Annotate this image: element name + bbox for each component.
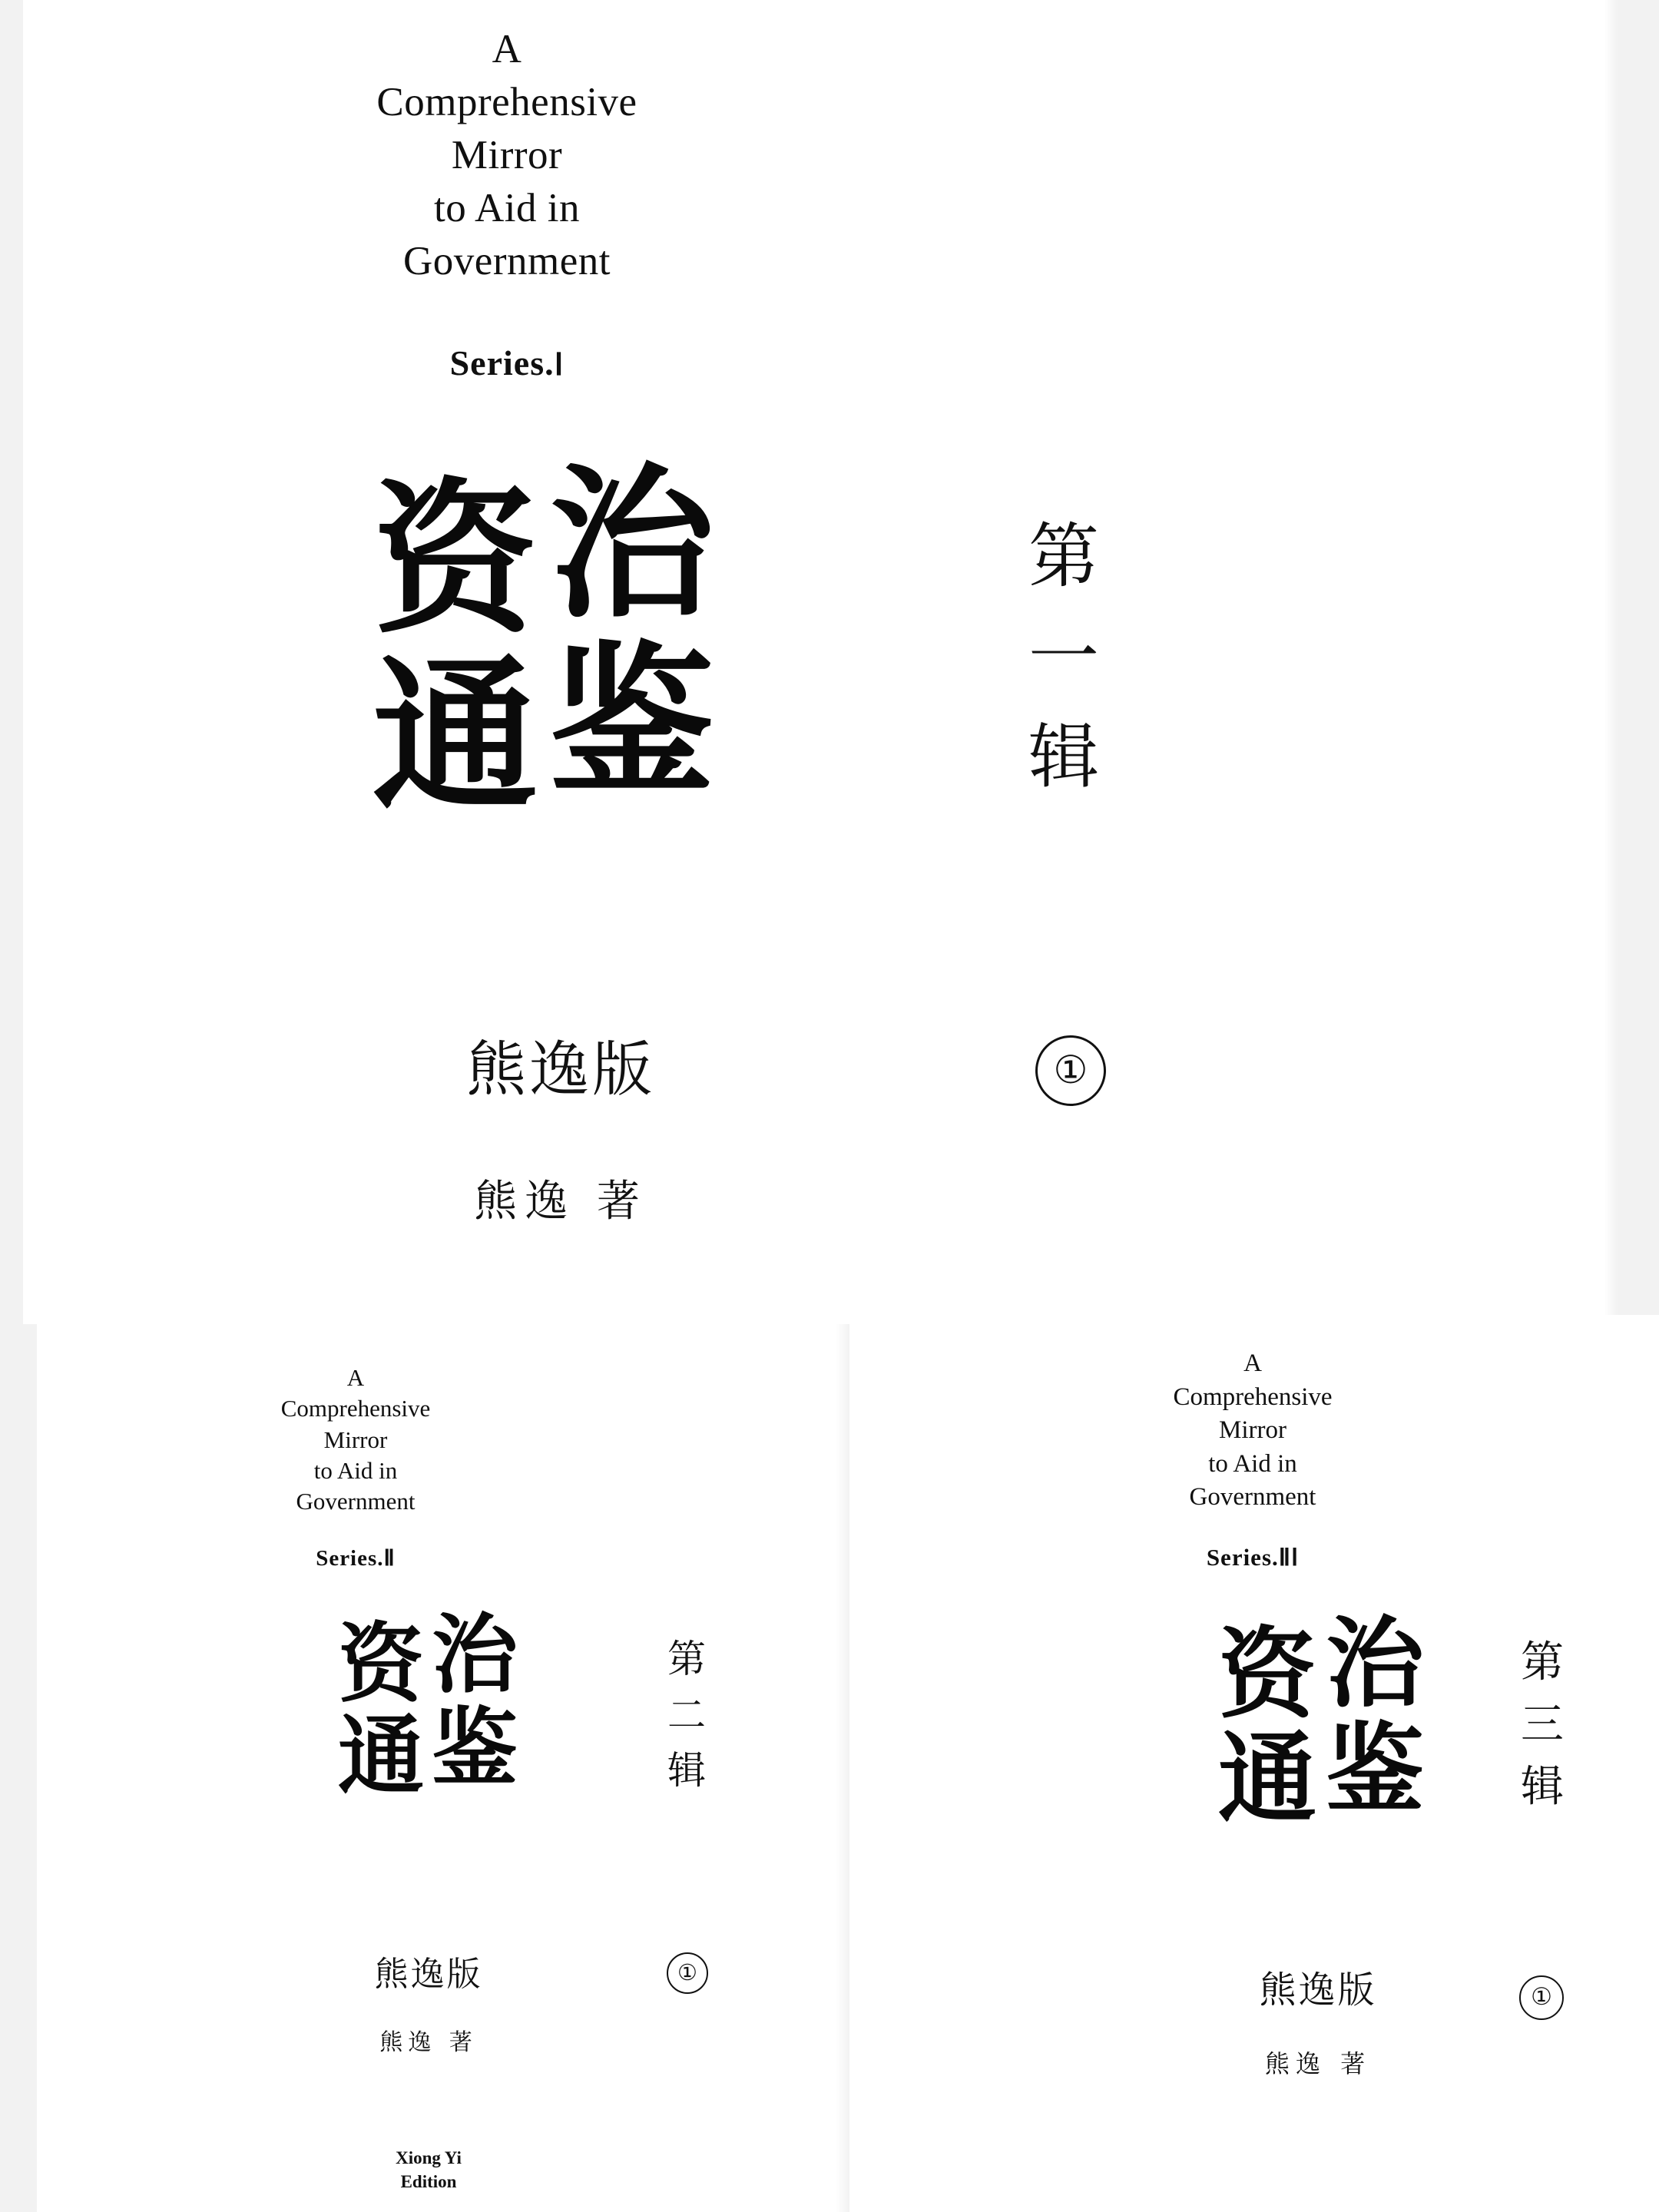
author-line: 熊逸 著 (379, 2029, 478, 2056)
edition-label: 熊逸版 (1259, 1969, 1377, 2012)
series-label (248, 1545, 463, 1571)
series-label-text: Series. (449, 343, 555, 383)
english-title-line-3: Mirror (1219, 1416, 1286, 1445)
english-title-line-2: Comprehensive (1173, 1382, 1333, 1411)
english-title-line-5: Government (403, 238, 611, 283)
english-title-line-1: A (492, 27, 522, 71)
book-cover-series-2 (37, 1324, 849, 2212)
series-label (1134, 1544, 1372, 1571)
english-title-line-5: Government (1189, 1483, 1316, 1512)
footer-note-line-2: Edition (400, 2172, 457, 2192)
series-label (315, 343, 699, 383)
chinese-title (338, 1604, 530, 1806)
book-cover-series-1 (23, 0, 1618, 1324)
chinese-title-char-2: 治 (432, 1604, 518, 1705)
english-title-line-2: Comprehensive (376, 79, 637, 124)
chinese-title-char-3: 通 (1218, 1721, 1317, 1836)
chinese-title-char-4: 鉴 (432, 1698, 518, 1799)
english-title-line-4: to Aid in (1208, 1449, 1297, 1478)
footer-note-line-1: Xiong Yi (396, 2148, 462, 2167)
english-title-block (1134, 1347, 1372, 1571)
chinese-title-char-1: 资 (1218, 1617, 1317, 1732)
chinese-title-char-1: 资 (373, 462, 538, 656)
chinese-title-char-1: 资 (338, 1614, 424, 1714)
volume-label: 第一辑 (1028, 515, 1099, 799)
edition-label: 熊逸版 (374, 1955, 483, 1994)
chinese-title-char-2: 治 (1326, 1606, 1425, 1721)
chinese-title-char-4: 鉴 (549, 624, 714, 819)
series-label-text: Series. (316, 1546, 384, 1571)
chinese-title-char-3: 通 (373, 638, 538, 833)
book-number-badge: ① (1035, 1035, 1106, 1106)
chinese-title-char-2: 治 (549, 446, 714, 641)
english-title-block (315, 23, 699, 383)
series-label-text: Series. (1206, 1543, 1279, 1571)
english-title-line-5: Government (296, 1488, 416, 1515)
book-number-badge: ① (667, 1952, 708, 1994)
english-title-line-4: to Aid in (313, 1456, 398, 1484)
series-numeral: Ⅱ (383, 1546, 396, 1571)
chinese-title (373, 446, 733, 833)
author-line: 熊逸 著 (1264, 2049, 1372, 2078)
series-numeral: ⅡⅠ (1278, 1543, 1300, 1571)
english-title-block (248, 1363, 463, 1571)
english-title-line-3: Mirror (323, 1426, 388, 1453)
english-title-line-1: A (1243, 1349, 1262, 1377)
author-line: 熊逸 著 (474, 1177, 647, 1227)
volume-label: 第二辑 (667, 1637, 706, 1793)
chinese-title-char-4: 鉴 (1326, 1712, 1425, 1827)
english-title-line-1: A (346, 1364, 365, 1391)
english-title-line-4: to Aid in (433, 185, 581, 230)
book-number-badge: ① (1519, 1975, 1564, 2020)
footer-note (321, 2146, 536, 2194)
chinese-title-char-3: 通 (338, 1706, 424, 1806)
book-cover-series-3 (849, 1315, 1659, 2212)
paper-edge-shading (1604, 0, 1618, 1324)
english-title-line-3: Mirror (451, 132, 563, 177)
paper-edge-shading (836, 1324, 849, 2212)
volume-label: 第三辑 (1521, 1637, 1564, 1813)
edition-label: 熊逸版 (465, 1035, 655, 1104)
english-title-line-2: Comprehensive (280, 1395, 431, 1422)
series-numeral: Ⅰ (554, 347, 565, 382)
chinese-title (1218, 1606, 1441, 1836)
